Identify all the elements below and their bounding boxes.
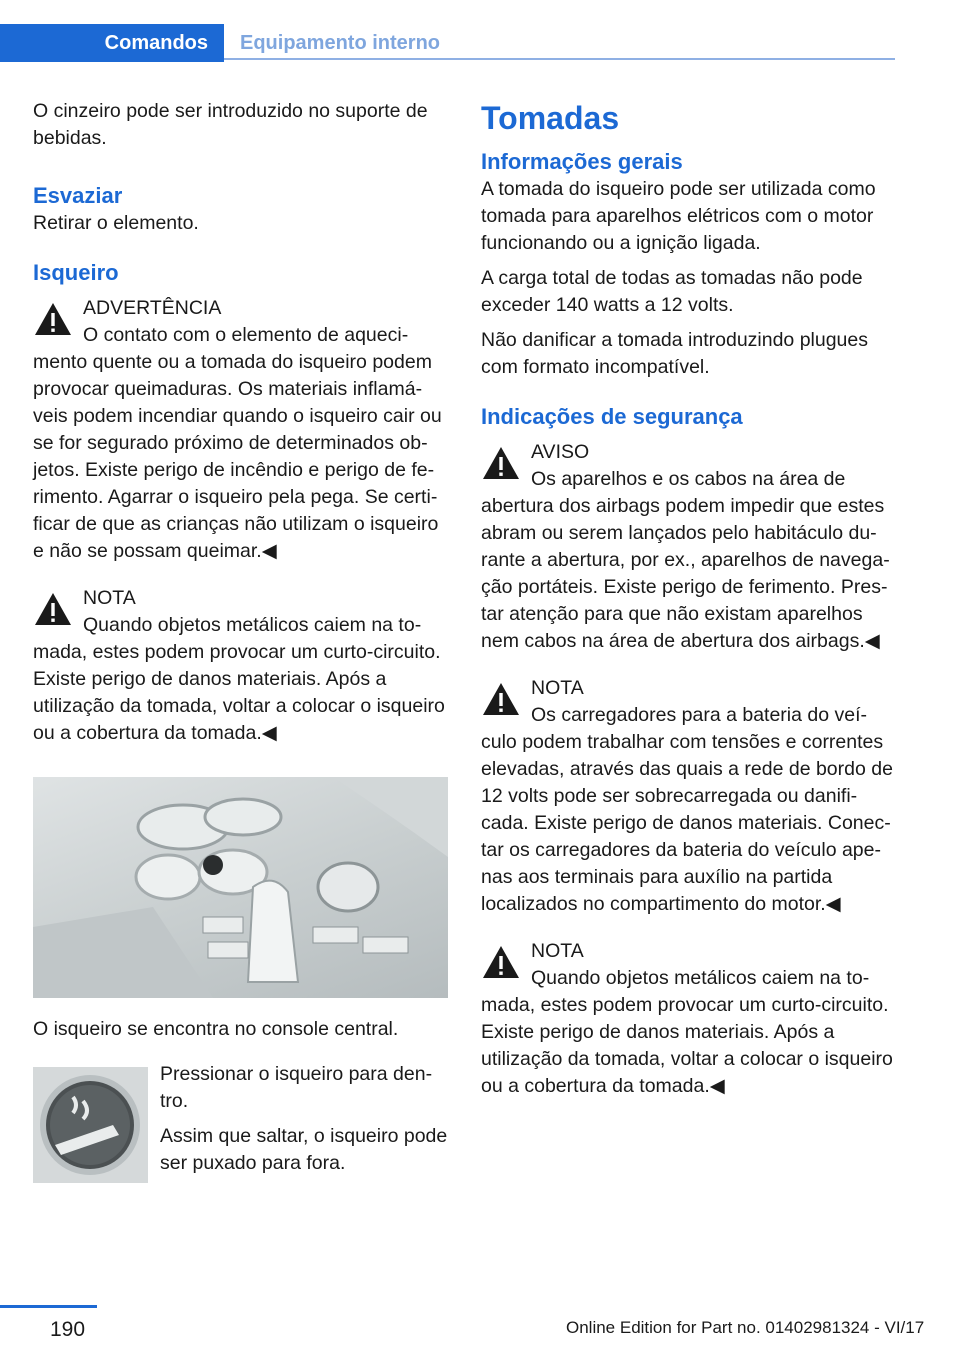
- info-paragraph-2: A carga total de todas as tomadas não pode exceder 140 watts a 12 volts.: [481, 267, 863, 316]
- lighter-instructions: [33, 1061, 448, 1177]
- aviso-keyword: AVISO: [531, 441, 590, 463]
- warning-triangle-icon: [481, 944, 521, 980]
- edition-text: Online Edition for Part no. 01402981324 - VI/17: [566, 1318, 925, 1337]
- tab-equipamento-interno[interactable]: Equipamento interno: [240, 31, 440, 54]
- warning-text: O contato com o elemento de aquecimento quente ou a tomada do isqueiro podem provocar queimaduras. Os materiais inflamáveis podem incendiar quando o isqueiro cair ou se for segurado próximo de determinados objetos. Existe perigo de incêndio e perigo de ferimento. Agarrar o isqueiro pela pega. Se certificar de que as crianças não utilizam o isqueiro e não se possam queimar.◀: [33, 324, 442, 562]
- note-text: Quando objetos metálicos caiem na tomada, estes podem provocar um curto-circuito. Existe perigo de danos materiais. Após a utilização da tomada, voltar a colocar o isqueiro ou a cobertura da tomada.◀: [33, 614, 445, 744]
- isqueiro-heading: Isqueiro: [33, 260, 119, 285]
- info-paragraph-1: A tomada do isqueiro pode ser utilizada como tomada para aparelhos elétricos com o motor funcionando ou a ignição ligada.: [481, 178, 876, 254]
- center-console-photo: [33, 777, 448, 998]
- esvaziar-text: Retirar o elemento.: [33, 212, 199, 234]
- left-column: [33, 98, 448, 1185]
- aviso-text: Os aparelhos e os cabos na área de abertura dos airbags podem impedir que estes abram ou serem lançados pelo habitáculo durante a abertura, por ex., aparelhos de navegação portáteis. Existe perigo de ferimento. Prestar atenção para que não existam aparelhos nem cabos na área de abertura dos airbags.◀: [481, 468, 890, 652]
- warning-triangle-icon: [33, 301, 73, 337]
- photo-caption: O isqueiro se encontra no console central.: [33, 1018, 399, 1040]
- note-block-metal: [481, 938, 896, 1100]
- tomadas-heading: Tomadas: [481, 100, 620, 136]
- press-instruction: Pressionar o isqueiro para dentro.: [160, 1063, 433, 1112]
- warning-triangle-icon: [481, 681, 521, 717]
- info-paragraph-3: Não danificar a tomada introduzindo plugues com formato incompatível.: [481, 329, 869, 378]
- note-block-chargers: [481, 675, 896, 918]
- note-text: Os carregadores para a bateria do veículo podem trabalhar com tensões e correntes elevadas, através das quais a rede de bordo de 12 volts pode ser sobrecarregada ou danificada. Existe perigo de danos materiais. Conectar os carregadores da bateria do veículo apenas aos terminais para auxílio na partida localizados no compartimento do motor.◀: [481, 704, 893, 915]
- warning-triangle-icon: [481, 445, 521, 481]
- right-column: [481, 98, 896, 1120]
- warning-triangle-icon: [33, 591, 73, 627]
- warning-keyword: ADVERTÊNCIA: [83, 297, 222, 319]
- intro-paragraph: O cinzeiro pode ser introduzido no suporte de bebidas.: [33, 100, 428, 149]
- header-rule: [224, 58, 895, 60]
- aviso-block: [481, 439, 896, 655]
- tab-comandos[interactable]: Comandos: [0, 24, 224, 62]
- footer-rule: [0, 1305, 97, 1308]
- page-number: 190: [50, 1318, 86, 1341]
- page-header: [0, 24, 895, 62]
- note-keyword: NOTA: [83, 587, 136, 609]
- safety-heading: Indicações de segurança: [481, 404, 743, 429]
- esvaziar-heading: Esvaziar: [33, 183, 123, 208]
- note-keyword: NOTA: [531, 940, 584, 962]
- note-text: Quando objetos metálicos caiem na tomada, estes podem provocar um curto-circuito. Existe perigo de danos materiais. Após a utilização da tomada, voltar a colocar o isqueiro ou a cobertura da tomada.◀: [481, 967, 893, 1097]
- note-keyword: NOTA: [531, 677, 584, 699]
- note-block: [33, 585, 448, 747]
- cigarette-lighter-icon: [33, 1067, 148, 1183]
- info-heading: Informações gerais: [481, 149, 683, 174]
- warning-block: [33, 295, 448, 565]
- pull-instruction: Assim que saltar, o isqueiro pode ser puxado para fora.: [160, 1125, 448, 1174]
